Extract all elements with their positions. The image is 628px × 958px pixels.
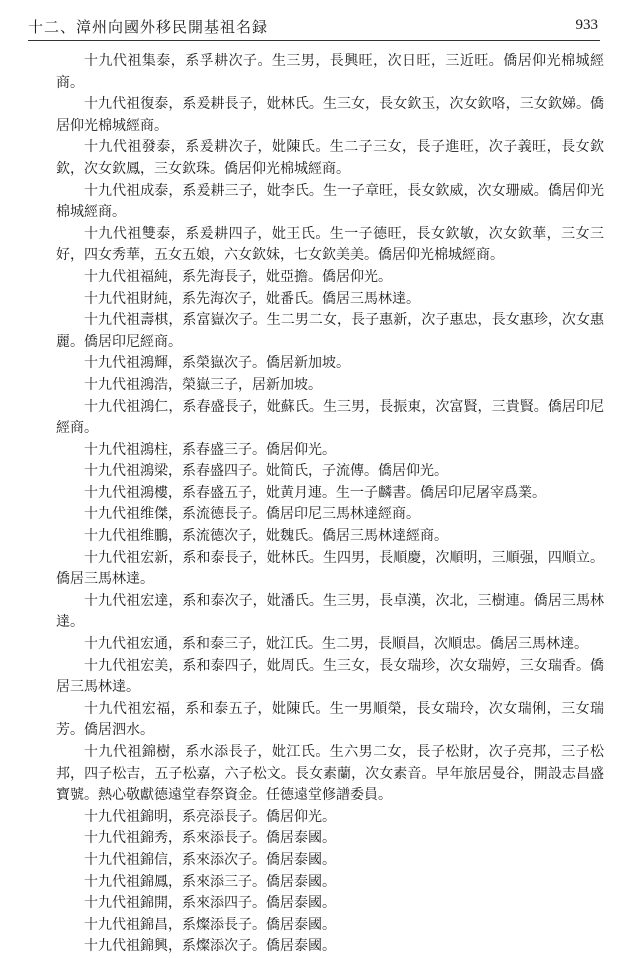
genealogy-entry: 十九代祖錦樹，系水添長子，妣江氏。生六男二女，長子松財，次子亮邦，三子松邦，四子松吉，五子松嘉，六子松文。長女素蘭，次女素音。早年旅居曼谷，開設志昌盛寶號。熱心敬獻德遠堂春祭資金。任德遠堂修譜委員。	[56, 744, 604, 804]
genealogy-entry: 十九代祖维鵬，系流德次子，妣魏氏。僑居三馬林達經商。	[84, 528, 448, 545]
genealogy-entry: 十九代祖錦秀，系來添長子。僑居泰國。	[84, 830, 336, 847]
genealogy-entry: 十九代祖壽棋，系富嶽次子。生二男二女，長子惠新，次子惠忠，長女惠珍，次女惠麗。僑居印尼經商。	[56, 312, 604, 350]
genealogy-entry: 十九代祖復泰，系爰耕長子，妣林氏。生三女，長女欽玉，次女欽咯，三女欽娣。僑居仰光棉城經商。	[56, 96, 604, 134]
page-number: 933	[575, 17, 598, 33]
genealogy-entry: 十九代祖宏達，系和泰次子，妣潘氏。生三男，長卓漢，次北，三樹連。僑居三馬林達。	[56, 592, 604, 631]
genealogy-entry: 十九代祖成泰，系爰耕三子，妣李氏。生一子章旺，長女欽威，次女珊威。僑居仰光棉城經商。	[56, 182, 604, 221]
genealogy-entry: 十九代祖錦興，系燦添次子。僑居泰國。	[84, 938, 336, 955]
genealogy-entry: 十九代祖宏美，系和泰四子，妣周氏。生三女，長女瑞珍，次女瑞婷，三女瑞香。僑居三馬林達。	[56, 657, 604, 696]
genealogy-entry: 十九代祖財純，系先海次子，妣番氏。僑居三馬林達。	[84, 290, 420, 307]
genealogy-entry: 十九代祖宏通，系和泰三子，妣江氏。生二男，長順昌，次順忠。僑居三馬林達。	[84, 636, 588, 653]
genealogy-entry: 十九代祖錦開，系來添四子。僑居泰國。	[84, 895, 336, 912]
genealogy-entry: 十九代祖鴻樓，系春盛五子，妣黄月連。生一子麟書。僑居印尼屠宰爲業。	[84, 484, 546, 501]
genealogy-entry: 十九代祖维傑，系流德長子。僑居印尼三馬林達經商。	[84, 506, 420, 523]
genealogy-entry: 十九代祖鴻浩，榮嶽三子，居新加坡。	[84, 376, 322, 393]
genealogy-entry: 十九代祖錦信，系來添次子。僑居泰國。	[84, 851, 336, 868]
genealogy-entry: 十九代祖發泰，系爰耕次子，妣陳氏。生二子三女，長子進旺，次子義旺，長女欽欽，次女欽鳳，三女欽珠。僑居仰光棉城經商。	[56, 139, 604, 177]
genealogy-entry: 十九代祖錦明，系亮添長子。僑居仰光。	[84, 808, 336, 825]
genealogy-entry: 十九代祖錦昌，系燦添長子。僑居泰國。	[84, 916, 336, 933]
genealogy-entry: 十九代祖集泰，系孚耕次子。生三男，長興旺，次日旺，三近旺。僑居仰光棉城經商。	[56, 53, 604, 91]
genealogy-entry: 十九代祖鴻仁，系春盛長子，妣蘇氏。生三男，長振東，次富賢，三貴賢。僑居印尼經商。	[56, 398, 604, 437]
genealogy-entry: 十九代祖福純，系先海長子，妣亞擔。僑居仰光。	[84, 268, 392, 285]
running-header	[28, 14, 600, 41]
genealogy-entry: 十九代祖鴻輝，系榮嶽次子。僑居新加坡。	[84, 355, 350, 372]
genealogy-entry: 十九代祖宏新，系和泰長子，妣林氏。生四男，長順慶，次順明，三順强，四順立。僑居三馬林達。	[56, 549, 604, 588]
chapter-title: 十二、漳州向國外移民開基祖名録	[28, 18, 269, 36]
genealogy-entry: 十九代祖錦鳳，系來添三子。僑居泰國。	[84, 873, 336, 890]
genealogy-entry: 十九代祖宏福，系和泰五子，妣陳氏。生一男順榮，長女瑞玲，次女瑞俐，三女瑞芳。僑居泗水。	[56, 700, 604, 739]
genealogy-entry: 十九代祖鴻梁，系春盛四子。妣简氏，子流傳。僑居仰光。	[84, 463, 448, 480]
genealogy-entry: 十九代祖鴻柱，系春盛三子。僑居仰光。	[84, 441, 336, 458]
genealogy-entry: 十九代祖雙泰，系爰耕四子，妣王氏。生一子德旺，長女欽敏，次女欽華，三女三好，四女秀華，五女五娘，六女欽妹，七女欽美美。僑居仰光棉城經商。	[56, 225, 604, 264]
genealogy-entries	[56, 51, 604, 958]
